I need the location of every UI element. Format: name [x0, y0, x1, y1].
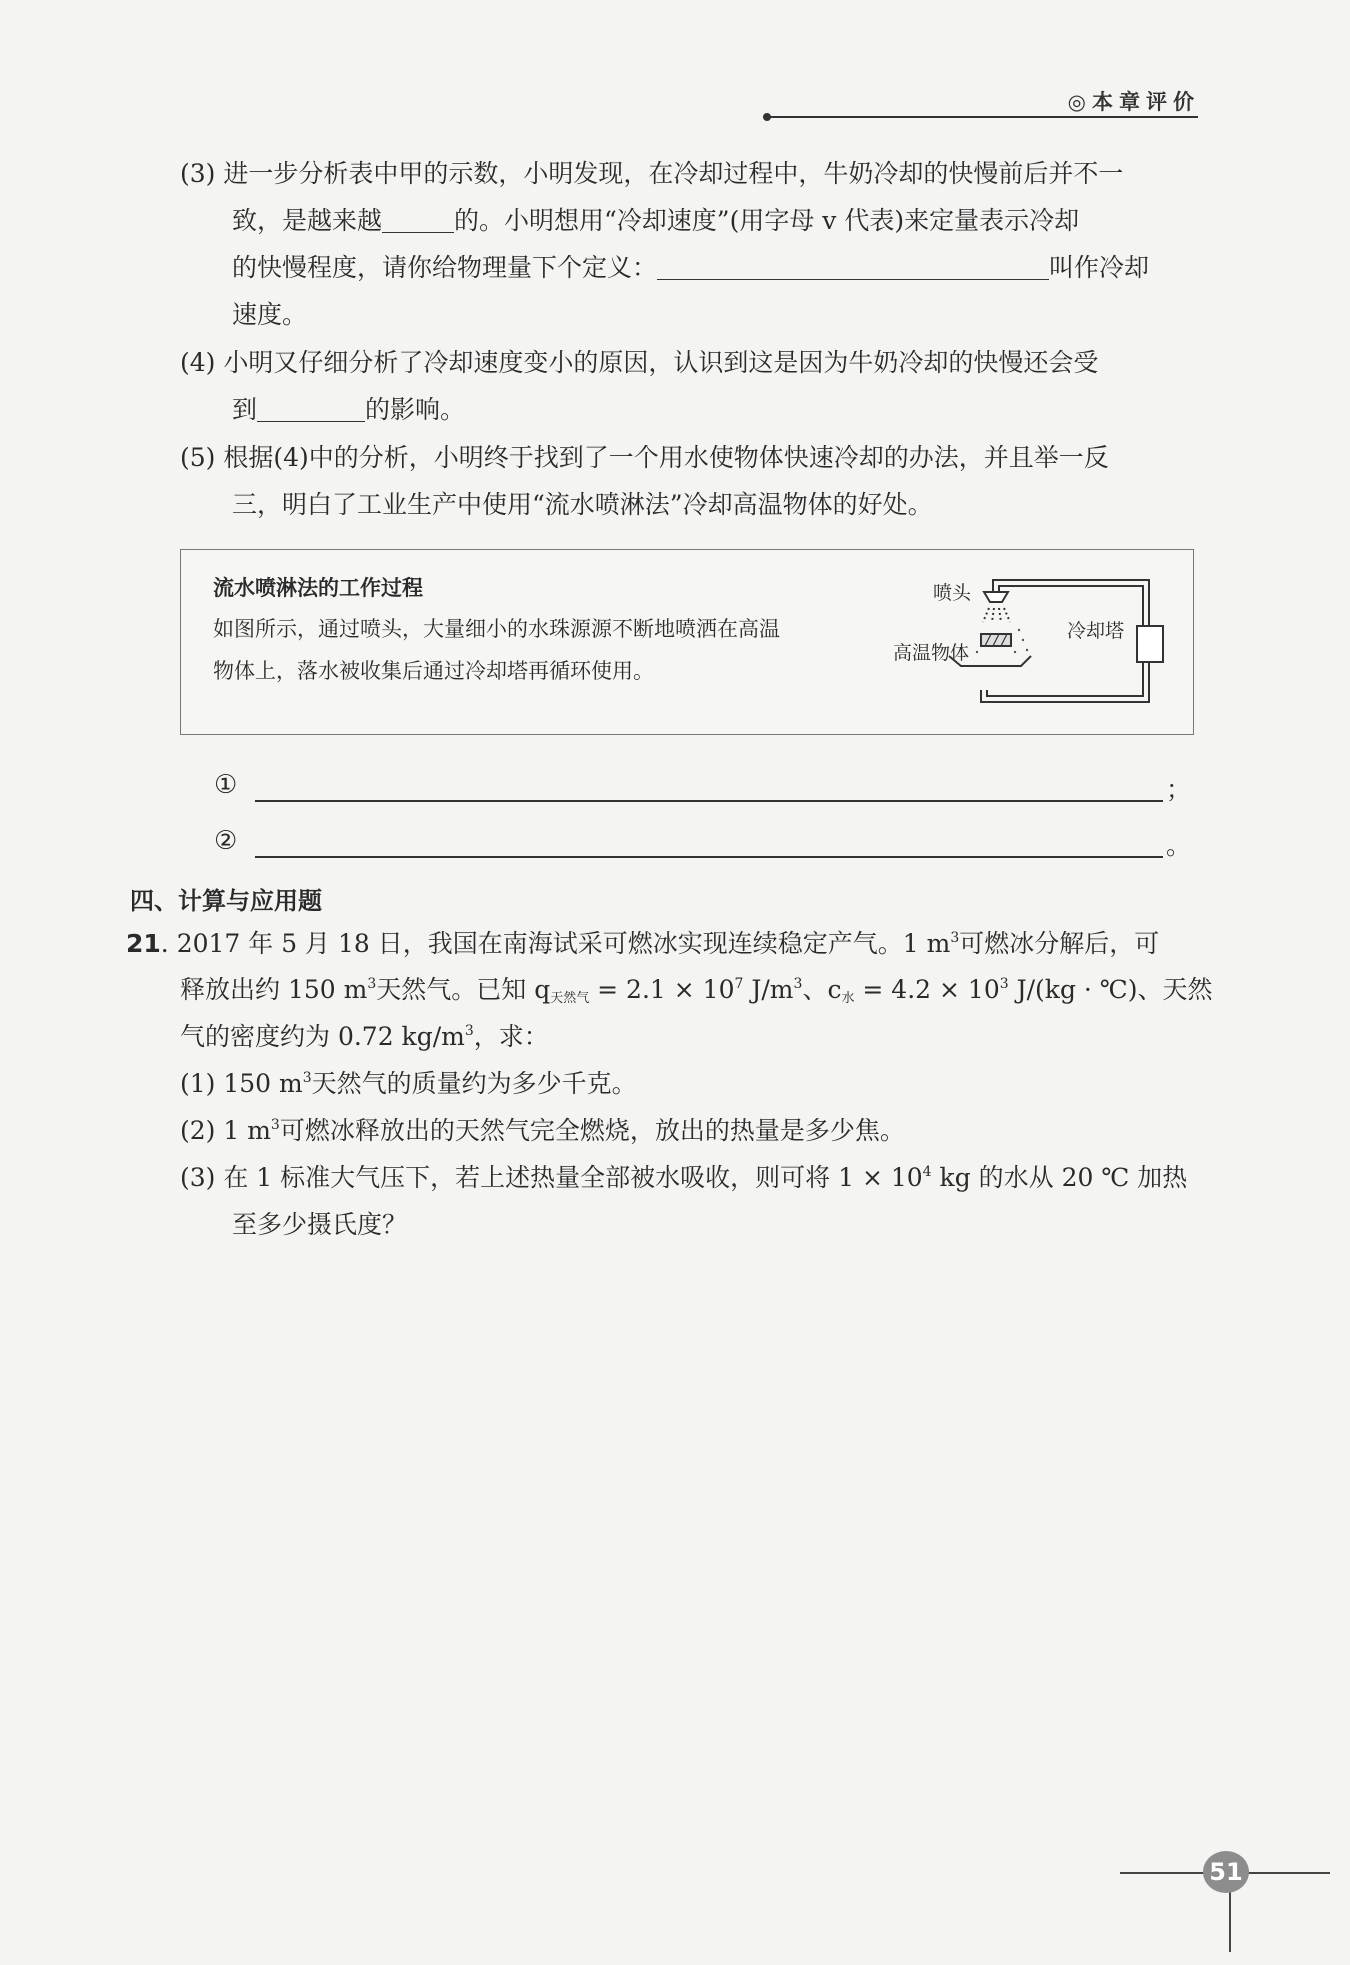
q21-text-8: = 4.2 × 10: [854, 975, 1000, 1004]
q21-sub-2: 水: [841, 991, 855, 1006]
q21-sub3-text-b: kg 的水从 20 ℃ 加热: [931, 1163, 1188, 1192]
q21-sub2-text-a: (2) 1 m: [180, 1116, 271, 1145]
q20-part4-line1: (4) 小明又仔细分析了冷却速度变小的原因，认识到这是因为牛奶冷却的快慢还会受: [180, 348, 1099, 377]
label-cooling-tower: 冷却塔: [1067, 620, 1125, 642]
label-nozzle: 喷头: [933, 582, 972, 604]
answer1-end: ；: [1166, 775, 1192, 804]
q21-line1: [126, 926, 1159, 962]
answer1-mark: ①: [214, 770, 238, 800]
info-box-text-line2: 物体上，落水被收集后通过冷却塔再循环使用。: [213, 659, 654, 683]
info-box: [180, 549, 1194, 735]
q21-number: 21: [126, 929, 161, 958]
q20-part4-text-a: 到: [232, 395, 258, 424]
q21-sub1: [180, 1066, 637, 1102]
info-box-text-line1: 如图所示，通过喷头，大量细小的水珠源源不断地喷洒在高温: [213, 617, 780, 641]
answer-blank-2[interactable]: [657, 253, 1049, 280]
q21-sub2-text-b: 可燃冰释放出的天然气完全燃烧，放出的热量是多少焦。: [279, 1116, 905, 1145]
q21-exp-8: 3: [270, 1117, 280, 1133]
q20-part3-line4: 速度。: [232, 300, 308, 329]
info-box-title: 流水喷淋法的工作过程: [213, 576, 423, 600]
q21-text-4: 天然气。已知 q: [376, 975, 551, 1004]
q21-text-5: = 2.1 × 10: [589, 975, 735, 1004]
q21-exp-7: 3: [302, 1070, 312, 1086]
q20-part4-line2: [232, 392, 465, 428]
q21-sub1-text-a: (1) 150 m: [180, 1069, 303, 1098]
q21-text-1: . 2017 年 5 月 18 日，我国在南海试采可燃冰实现连续稳定产气。1 m: [160, 929, 951, 958]
q21-text-9: J/(kg · ℃)、天然: [1008, 975, 1213, 1004]
q20-part3-text-d: 叫作冷却: [1049, 253, 1150, 282]
q21-exp-5: 3: [999, 976, 1009, 992]
q21-sub-1: 天然气: [550, 991, 590, 1006]
q21-sub2: [180, 1113, 905, 1149]
q21-text-7: 、c: [802, 975, 842, 1004]
q20-part4-text-b: 的影响。: [365, 395, 466, 424]
q20-part3-line2: [232, 203, 1079, 239]
q21-text-3: 释放出约 150 m: [180, 975, 368, 1004]
q20-part5-line1: (5) 根据(4)中的分析，小明终于找到了一个用水使物体快速冷却的办法，并且举一反: [180, 443, 1109, 472]
q21-exp-6: 3: [464, 1023, 474, 1039]
q21-exp-3: 7: [734, 976, 744, 992]
q21-exp-1: 3: [950, 930, 960, 946]
q20-part3-line1: (3) 进一步分析表中甲的示数，小明发现，在冷却过程中，牛奶冷却的快慢前后并不一: [180, 159, 1124, 188]
section-title: 四、计算与应用题: [130, 887, 322, 915]
q21-line2: [180, 972, 1213, 1008]
q20-part3-text-c: 的快慢程度，请你给物理量下个定义：: [232, 253, 658, 282]
q21-sub3-text-a: (3) 在 1 标准大气压下，若上述热量全部被水吸收，则可将 1 × 10: [180, 1163, 923, 1192]
answer-line-2[interactable]: [255, 856, 1163, 858]
q20-part5-line2: 三，明白了工业生产中使用“流水喷淋法”冷却高温物体的好处。: [232, 490, 933, 519]
q21-text-2: 可燃冰分解后，可: [959, 929, 1160, 958]
spray-cooling-diagram: [881, 560, 1181, 730]
q21-text-10: 气的密度约为 0.72 kg/m: [180, 1022, 465, 1051]
page-number: 51: [1203, 1851, 1249, 1893]
q20-part3-line3: [232, 250, 1149, 286]
q21-line3: [180, 1019, 549, 1055]
q21-exp-2: 3: [367, 976, 377, 992]
q21-exp-9: 4: [922, 1164, 932, 1180]
q20-part3-text-a: 致，是越来越: [232, 206, 383, 235]
q21-sub3-line2: 至多少摄氏度？: [232, 1210, 408, 1239]
q21-exp-4: 3: [793, 976, 803, 992]
q21-text-6: J/m: [743, 975, 794, 1004]
answer-blank-3[interactable]: [257, 395, 365, 422]
answer2-mark: ②: [214, 826, 238, 856]
header-rule: [768, 116, 1198, 118]
q21-sub3-line1: [180, 1160, 1187, 1196]
q20-part3-text-b: 的。小明想用“冷却速度”(用字母 v 代表)来定量表示冷却: [454, 206, 1080, 235]
chapter-header: ◎本章评价: [1067, 90, 1200, 114]
q21-text-11: ，求：: [473, 1022, 549, 1051]
answer-blank-1[interactable]: [382, 206, 454, 233]
label-hot-object: 高温物体: [893, 642, 970, 664]
answer2-end: 。: [1166, 831, 1192, 860]
answer-line-1[interactable]: [255, 800, 1163, 802]
q21-sub1-text-b: 天然气的质量约为多少千克。: [311, 1069, 637, 1098]
